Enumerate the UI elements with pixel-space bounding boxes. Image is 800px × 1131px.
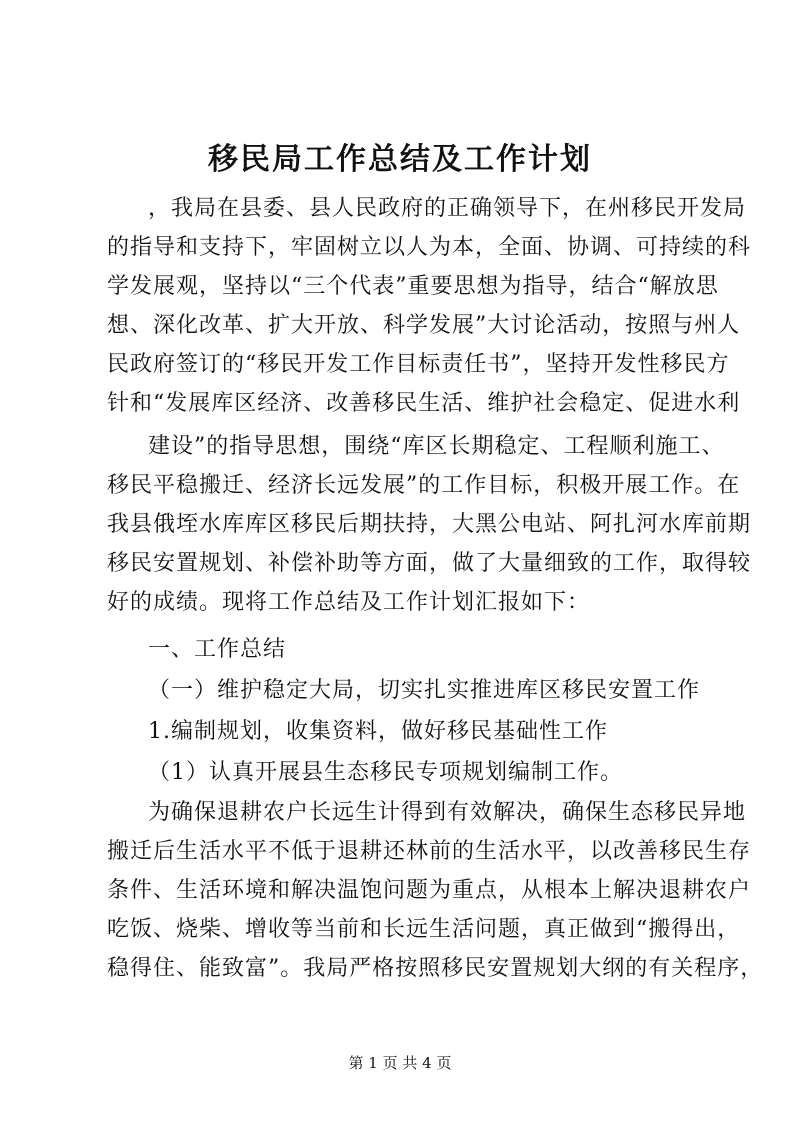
item-heading: （1）认真开展县生态移民专项规划编制工作。	[148, 760, 623, 785]
paragraph-line: 条件、生活环境和解决温饱问题为重点，从根本上解决退耕农户	[107, 878, 752, 903]
paragraph-line: 为确保退耕农户长远生计得到有效解决，确保生态移民异地	[148, 800, 747, 825]
paragraph-line: 的指导和支持下，牢固树立以人为本，全面、协调、可持续的科	[107, 235, 752, 260]
paragraph-line: 搬迁后生活水平不低于退耕还林前的生活水平，以改善移民生存	[107, 839, 752, 864]
page-number-footer: 第 1 页 共 4 页	[348, 1054, 452, 1072]
paragraph-line: 移民安置规划、补偿补助等方面，做了大量细致的工作，取得较	[107, 551, 752, 576]
paragraph-line: 好的成绩。现将工作总结及工作计划汇报如下：	[107, 590, 591, 615]
item-heading: 1.编制规划，收集资料，做好移民基础性工作	[148, 719, 608, 744]
paragraph-line: 民政府签订的“移民开发工作目标责任书”，坚持开发性移民方	[107, 352, 730, 377]
paragraph-line: 吃饭、烧柴、增收等当前和长远生活问题，真正做到“搬得出，	[107, 917, 741, 942]
section-heading: 一、工作总结	[148, 637, 287, 662]
paragraph-line: 想、深化改革、扩大开放、科学发展”大讨论活动，按照与州人	[107, 313, 741, 338]
paragraph-line: 针和“发展库区经济、改善移民生活、维护社会稳定、促进水利	[107, 391, 741, 416]
document-title: 移民局工作总结及工作计划	[208, 142, 592, 177]
paragraph-line: 移民平稳搬迁、经济长远发展”的工作目标，积极开展工作。在	[107, 473, 741, 498]
paragraph-line: 建设”的指导思想，围绕“库区长期稳定、工程顺利施工、	[148, 434, 725, 459]
paragraph-line: ，我局在县委、县人民政府的正确领导下，在州移民开发局	[148, 196, 747, 221]
paragraph-line: 我县俄垤水库库区移民后期扶持，大黑公电站、阿扎河水库前期	[107, 512, 752, 537]
paragraph-line: 学发展观，坚持以“三个代表”重要思想为指导，结合“解放思	[107, 274, 719, 299]
subsection-heading: （一）维护稳定大局，切实扎实推进库区移民安置工作	[148, 678, 701, 703]
paragraph-line: 稳得住、能致富”。我局严格按照移民安置规划大纲的有关程序，	[107, 956, 764, 981]
